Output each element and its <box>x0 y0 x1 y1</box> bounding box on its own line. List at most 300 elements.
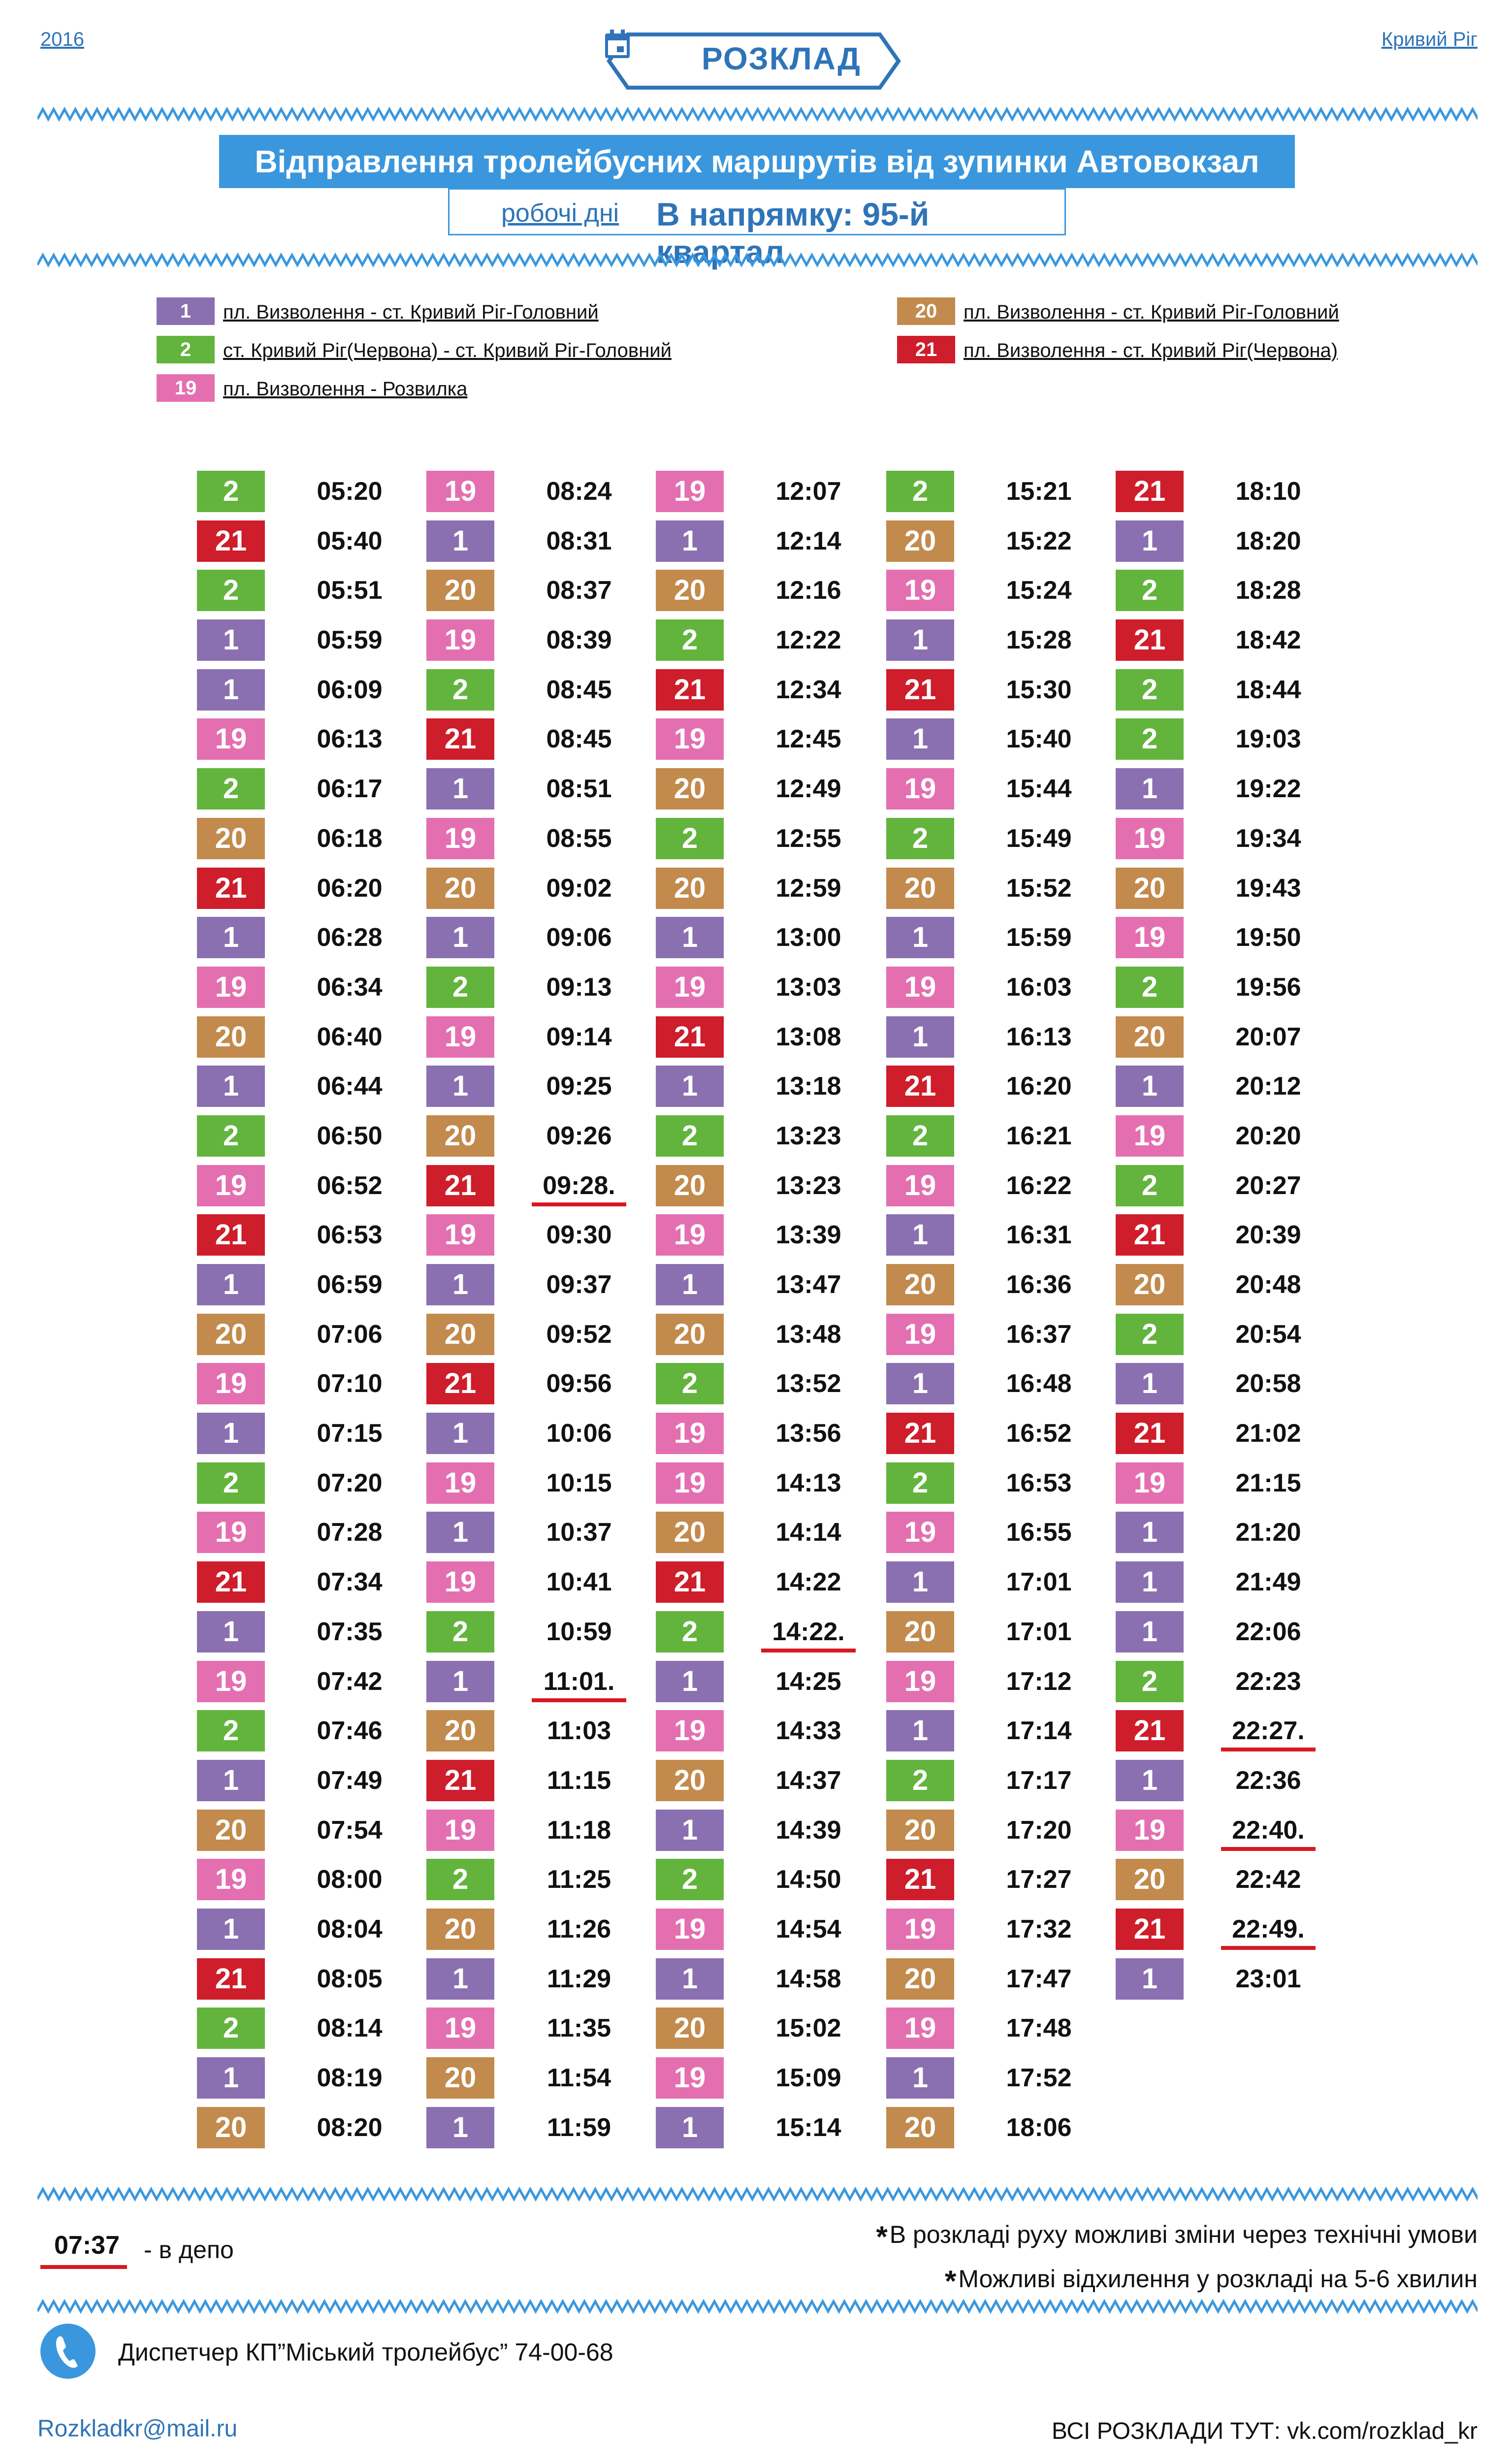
departure-row <box>656 1906 877 1955</box>
departure-time: 22:40. <box>1229 1815 1308 1845</box>
route-badge: 19 <box>656 1214 724 1256</box>
departure-time: 08:20 <box>317 2113 383 2142</box>
route-badge: 19 <box>886 1314 954 1355</box>
departure-row <box>656 666 877 716</box>
departure-row <box>886 914 1108 964</box>
legend-item-route-2 <box>157 336 698 363</box>
departure-time: 17:14 <box>1006 1717 1072 1746</box>
departure-time: 15:30 <box>1006 675 1072 704</box>
departure-time: 14:22 <box>775 1568 841 1597</box>
departure-time: 09:13 <box>546 972 612 1002</box>
route-badge: 20 <box>656 1314 724 1355</box>
departure-time: 06:13 <box>317 725 383 754</box>
departure-time: 23:01 <box>1235 1964 1301 1993</box>
route-badge: 1 <box>656 1066 724 1107</box>
route-badge: 2 <box>886 818 954 859</box>
route-badge: 21 <box>197 868 265 909</box>
departure-row <box>426 1955 648 2005</box>
departure-time: 17:01 <box>1006 1568 1072 1597</box>
route-badge: 2 <box>197 1462 265 1504</box>
route-badge: 20 <box>656 1760 724 1801</box>
departure-row <box>1116 1360 1337 1410</box>
departure-time: 20:07 <box>1235 1022 1301 1051</box>
departure-time: 06:44 <box>317 1072 383 1101</box>
departure-row <box>426 2054 648 2104</box>
route-badge: 19 <box>426 471 494 512</box>
schedule-column-1 <box>197 468 418 2153</box>
departure-time: 13:18 <box>775 1072 841 1101</box>
route-badge: 1 <box>1116 768 1184 810</box>
legend-route-text: пл. Визволення - ст. Кривий Ріг(Червона) <box>964 340 1338 361</box>
wave-divider-middle <box>37 250 1478 270</box>
calendar-icon <box>603 30 632 60</box>
route-badge: 21 <box>197 1561 265 1603</box>
departure-time: 14:14 <box>775 1518 841 1547</box>
departure-row <box>656 2054 877 2104</box>
route-badge: 2 <box>1116 1661 1184 1702</box>
departure-row <box>1116 1410 1337 1459</box>
depot-legend-underline <box>40 2265 127 2269</box>
departure-row <box>656 1757 877 1807</box>
departure-row <box>197 616 418 666</box>
departure-time: 22:36 <box>1235 1766 1301 1795</box>
departure-row <box>197 2054 418 2104</box>
route-badge: 1 <box>886 917 954 958</box>
departure-time: 06:17 <box>317 775 383 804</box>
route-badge: 1 <box>1116 1760 1184 1801</box>
departure-time: 14:22. <box>769 1617 848 1647</box>
departure-row <box>1116 815 1337 865</box>
departure-row <box>886 1459 1108 1509</box>
legend-item-route-1 <box>157 297 698 325</box>
route-badge: 2 <box>656 818 724 859</box>
departure-time: 05:51 <box>317 576 383 605</box>
departure-row <box>1116 1906 1337 1955</box>
departure-time: 07:06 <box>317 1320 383 1349</box>
departure-row <box>197 1162 418 1212</box>
departure-row <box>886 2054 1108 2104</box>
departure-time: 18:06 <box>1006 2113 1072 2142</box>
legend-route-badge: 1 <box>157 297 215 325</box>
route-badge: 1 <box>886 1561 954 1603</box>
route-badge: 20 <box>1116 1859 1184 1900</box>
departure-row <box>656 1856 877 1906</box>
departure-row <box>1116 765 1337 815</box>
route-badge: 1 <box>197 1066 265 1107</box>
depot-legend-time: 07:37 <box>54 2231 120 2260</box>
route-badge: 1 <box>426 1066 494 1107</box>
route-badge: 19 <box>886 967 954 1008</box>
departure-row <box>426 815 648 865</box>
departure-row <box>197 1459 418 1509</box>
route-badge: 19 <box>886 768 954 810</box>
route-badge: 1 <box>426 2107 494 2148</box>
route-badge: 2 <box>656 1611 724 1652</box>
route-badge: 21 <box>886 669 954 711</box>
route-badge: 1 <box>426 1958 494 2000</box>
route-badge: 19 <box>886 1512 954 1553</box>
legend-route-text: пл. Визволення - ст. Кривий Ріг-Головний <box>964 301 1339 323</box>
route-badge: 2 <box>1116 570 1184 611</box>
route-badge: 20 <box>426 1710 494 1751</box>
departure-row <box>886 1211 1108 1261</box>
route-badge: 2 <box>886 1760 954 1801</box>
departure-row <box>1116 518 1337 567</box>
departure-row <box>197 1856 418 1906</box>
departure-time: 22:06 <box>1235 1617 1301 1646</box>
departure-time: 15:21 <box>1006 477 1072 506</box>
route-badge: 20 <box>886 520 954 562</box>
departure-row <box>426 1807 648 1856</box>
route-badge: 20 <box>886 1611 954 1652</box>
departure-time: 18:28 <box>1235 576 1301 605</box>
route-badge: 19 <box>426 1016 494 1058</box>
departure-time: 08:00 <box>317 1865 383 1894</box>
departure-row <box>197 1410 418 1459</box>
departure-row <box>1116 1856 1337 1906</box>
route-badge: 1 <box>197 917 265 958</box>
departure-row <box>426 914 648 964</box>
schedule-column-4 <box>886 468 1108 2153</box>
route-badge: 20 <box>656 570 724 611</box>
route-badge: 20 <box>426 868 494 909</box>
departure-time: 10:41 <box>546 1568 612 1597</box>
departure-row <box>426 1658 648 1708</box>
note-deviation <box>944 2260 1478 2298</box>
route-badge: 21 <box>1116 619 1184 661</box>
departure-row <box>426 1608 648 1658</box>
departure-row <box>1116 1311 1337 1361</box>
route-badge: 19 <box>197 1661 265 1702</box>
departure-time: 08:24 <box>546 477 612 506</box>
departure-row <box>656 567 877 616</box>
departure-row <box>656 1658 877 1708</box>
departure-row <box>1116 1658 1337 1708</box>
route-badge: 20 <box>656 2008 724 2049</box>
route-badge: 1 <box>886 1710 954 1751</box>
legend-route-badge: 20 <box>897 297 955 325</box>
departure-time: 10:37 <box>546 1518 612 1547</box>
route-badge: 1 <box>1116 1611 1184 1652</box>
departure-row <box>656 765 877 815</box>
departure-row <box>656 1063 877 1112</box>
departure-time: 06:40 <box>317 1022 383 1051</box>
wave-divider-bottom <box>37 2184 1478 2204</box>
departure-time: 12:34 <box>775 675 841 704</box>
departure-time: 10:06 <box>546 1419 612 1448</box>
departure-time: 07:34 <box>317 1568 383 1597</box>
route-badge: 19 <box>1116 917 1184 958</box>
departure-row <box>1116 1459 1337 1509</box>
departure-row <box>886 1112 1108 1162</box>
route-badge: 2 <box>886 1115 954 1157</box>
route-badge: 1 <box>197 2057 265 2099</box>
route-badge: 21 <box>1116 1214 1184 1256</box>
departure-time: 15:02 <box>775 2014 841 2043</box>
departure-row <box>197 2104 418 2154</box>
departure-row <box>426 2104 648 2154</box>
departure-row <box>197 914 418 964</box>
departure-time: 11:15 <box>547 1766 611 1795</box>
departure-row <box>886 1311 1108 1361</box>
departure-row <box>656 1311 877 1361</box>
route-badge: 19 <box>1116 1115 1184 1157</box>
route-badge: 1 <box>1116 1363 1184 1404</box>
route-badge: 19 <box>656 1462 724 1504</box>
departure-row <box>426 616 648 666</box>
departure-time: 14:39 <box>775 1815 841 1845</box>
departure-row <box>1116 865 1337 914</box>
departure-time: 06:52 <box>317 1171 383 1200</box>
departure-row <box>426 1360 648 1410</box>
departure-time: 22:42 <box>1235 1865 1301 1894</box>
departure-time: 20:20 <box>1235 1121 1301 1150</box>
route-badge: 20 <box>197 1314 265 1355</box>
route-badge: 19 <box>426 619 494 661</box>
departure-time: 16:31 <box>1006 1221 1072 1250</box>
departure-row <box>1116 1162 1337 1212</box>
departure-time: 11:25 <box>547 1865 611 1894</box>
departure-time: 12:49 <box>775 775 841 804</box>
departure-row <box>197 1707 418 1757</box>
departure-row <box>426 468 648 518</box>
route-badge: 2 <box>1116 1314 1184 1355</box>
legend-route-badge: 21 <box>897 336 955 363</box>
departure-time: 08:37 <box>546 576 612 605</box>
all-schedules-link[interactable]: ВСІ РОЗКЛАДИ ТУТ: vk.com/rozklad_kr <box>1051 2418 1478 2444</box>
departure-time: 19:34 <box>1235 824 1301 853</box>
departure-row <box>1116 1509 1337 1558</box>
departure-row <box>197 1509 418 1558</box>
departure-time: 16:37 <box>1006 1320 1072 1349</box>
route-badge: 21 <box>886 1066 954 1107</box>
route-badge: 20 <box>426 2057 494 2099</box>
route-badge: 1 <box>886 1363 954 1404</box>
route-badge: 19 <box>1116 1462 1184 1504</box>
departure-row <box>886 1509 1108 1558</box>
departure-time: 12:59 <box>775 874 841 903</box>
route-badge: 20 <box>656 1165 724 1206</box>
legend-route-text: пл. Визволення - Розвилка <box>223 378 468 400</box>
departure-time: 20:12 <box>1235 1072 1301 1101</box>
depot-marker-underline <box>761 1649 856 1652</box>
route-badge: 2 <box>426 1859 494 1900</box>
departure-row <box>197 865 418 914</box>
route-badge: 1 <box>656 2107 724 2148</box>
departure-time: 07:20 <box>317 1468 383 1497</box>
departure-time: 16:13 <box>1006 1022 1072 1051</box>
route-badge: 19 <box>886 2008 954 2049</box>
departure-time: 06:50 <box>317 1121 383 1150</box>
departure-time: 09:52 <box>546 1320 612 1349</box>
departure-row <box>656 1459 877 1509</box>
route-badge: 2 <box>886 471 954 512</box>
departure-row <box>656 1013 877 1063</box>
departure-row <box>886 567 1108 616</box>
schedule-column-5 <box>1116 468 1337 2005</box>
route-badge: 20 <box>656 768 724 810</box>
route-badge: 19 <box>426 2008 494 2049</box>
departure-row <box>656 616 877 666</box>
route-badge: 2 <box>426 967 494 1008</box>
schedule-column-2 <box>426 468 648 2153</box>
route-badge: 20 <box>886 1958 954 2000</box>
days-link[interactable]: робочі дні <box>501 199 619 227</box>
departure-row <box>197 1311 418 1361</box>
schedule-title-badge <box>603 30 904 93</box>
route-badge: 19 <box>197 1859 265 1900</box>
route-badge: 19 <box>197 1363 265 1404</box>
email-link[interactable]: Rozkladkr@mail.ru <box>37 2416 238 2442</box>
route-badge: 1 <box>1116 1066 1184 1107</box>
departure-row <box>197 1955 418 2005</box>
departure-time: 16:03 <box>1006 972 1072 1002</box>
departure-row <box>426 666 648 716</box>
departure-row <box>426 1906 648 1955</box>
route-badge: 19 <box>1116 818 1184 859</box>
departure-row <box>197 1608 418 1658</box>
departure-row <box>426 1112 648 1162</box>
departure-row <box>426 1063 648 1112</box>
route-badge: 21 <box>197 520 265 562</box>
departure-time: 18:44 <box>1235 675 1301 704</box>
departure-row <box>1116 1955 1337 2005</box>
departure-row <box>197 518 418 567</box>
departure-time: 16:36 <box>1006 1270 1072 1299</box>
departure-time: 16:55 <box>1006 1518 1072 1547</box>
departure-row <box>197 815 418 865</box>
route-badge: 21 <box>1116 1710 1184 1751</box>
route-badge: 21 <box>426 1363 494 1404</box>
route-badge: 19 <box>197 718 265 760</box>
departure-row <box>886 1807 1108 1856</box>
route-badge: 1 <box>1116 1958 1184 2000</box>
departure-time: 08:14 <box>317 2014 383 2043</box>
route-badge: 19 <box>197 1165 265 1206</box>
departure-row <box>197 468 418 518</box>
departure-row <box>1116 1112 1337 1162</box>
departure-time: 06:20 <box>317 874 383 903</box>
departure-row <box>656 1608 877 1658</box>
departure-row <box>886 1013 1108 1063</box>
route-badge: 2 <box>197 1710 265 1751</box>
depot-marker-underline <box>532 1202 626 1206</box>
departure-row <box>886 1608 1108 1658</box>
departure-row <box>197 715 418 765</box>
departure-time: 10:15 <box>546 1468 612 1497</box>
main-title: Відправлення тролейбусних маршрутів від зупинки Автовокзал <box>219 135 1295 188</box>
departure-time: 06:53 <box>317 1221 383 1250</box>
departure-time: 20:54 <box>1235 1320 1301 1349</box>
departure-row <box>1116 1211 1337 1261</box>
departure-time: 09:37 <box>546 1270 612 1299</box>
departure-time: 22:23 <box>1235 1667 1301 1696</box>
departure-row <box>656 1955 877 2005</box>
route-badge: 21 <box>886 1859 954 1900</box>
departure-time: 08:19 <box>317 2064 383 2092</box>
departure-time: 07:42 <box>317 1667 383 1696</box>
departure-row <box>1116 1807 1337 1856</box>
route-badge: 19 <box>197 1512 265 1553</box>
route-badge: 2 <box>1116 1165 1184 1206</box>
departure-time: 17:48 <box>1006 2014 1072 2043</box>
departure-row <box>656 964 877 1013</box>
badge-title: РОЗКЛАД <box>702 41 861 76</box>
departure-row <box>886 518 1108 567</box>
departure-time: 20:27 <box>1235 1171 1301 1200</box>
route-badge: 1 <box>426 1264 494 1305</box>
city-link[interactable]: Кривий Ріг <box>1381 29 1478 50</box>
departure-row <box>886 865 1108 914</box>
route-badge: 1 <box>197 1760 265 1801</box>
departure-time: 11:59 <box>547 2113 611 2142</box>
departure-time: 08:45 <box>546 675 612 704</box>
depot-marker-underline <box>1221 1847 1316 1851</box>
legend-item-route-19 <box>157 374 698 402</box>
departure-time: 20:48 <box>1235 1270 1301 1299</box>
departure-row <box>656 1807 877 1856</box>
departure-time: 17:12 <box>1006 1667 1072 1696</box>
route-badge: 1 <box>656 917 724 958</box>
route-badge: 21 <box>197 1214 265 1256</box>
route-badge: 21 <box>656 1561 724 1603</box>
route-badge: 1 <box>426 1661 494 1702</box>
departure-row <box>886 1757 1108 1807</box>
route-badge: 1 <box>1116 1512 1184 1553</box>
departure-time: 07:46 <box>317 1717 383 1746</box>
route-badge: 1 <box>656 1958 724 2000</box>
departure-row <box>886 2104 1108 2154</box>
departure-row <box>886 1360 1108 1410</box>
departure-time: 05:20 <box>317 477 383 506</box>
wave-divider-top <box>37 104 1478 124</box>
departure-row <box>426 1410 648 1459</box>
phone-icon <box>38 2322 97 2381</box>
departure-time: 16:52 <box>1006 1419 1072 1448</box>
departure-row <box>886 1856 1108 1906</box>
departure-time: 12:16 <box>775 576 841 605</box>
departure-row <box>197 1658 418 1708</box>
departure-time: 09:30 <box>546 1221 612 1250</box>
route-badge: 1 <box>426 1413 494 1454</box>
departure-time: 14:54 <box>775 1914 841 1944</box>
departure-time: 20:58 <box>1235 1369 1301 1398</box>
departure-row <box>886 1261 1108 1311</box>
route-badge: 21 <box>656 1016 724 1058</box>
departure-row <box>1116 1757 1337 1807</box>
asterisk: * <box>944 2265 957 2298</box>
departure-time: 08:39 <box>546 626 612 655</box>
departure-time: 14:58 <box>775 1964 841 1993</box>
route-badge: 1 <box>197 1909 265 1950</box>
departure-time: 08:31 <box>546 526 612 555</box>
departure-row <box>1116 1558 1337 1608</box>
route-badge: 1 <box>197 669 265 711</box>
route-badge: 19 <box>656 718 724 760</box>
departure-time: 11:35 <box>547 2014 611 2043</box>
route-badge: 21 <box>656 669 724 711</box>
departure-time: 12:07 <box>775 477 841 506</box>
route-badge: 21 <box>1116 1909 1184 1950</box>
departure-time: 16:48 <box>1006 1369 1072 1398</box>
route-badge: 20 <box>426 1314 494 1355</box>
route-badge: 21 <box>1116 1413 1184 1454</box>
departure-time: 10:59 <box>546 1617 612 1646</box>
departure-row <box>886 666 1108 716</box>
depot-marker-underline <box>1221 1748 1316 1751</box>
route-badge: 1 <box>656 520 724 562</box>
departure-row <box>656 1162 877 1212</box>
